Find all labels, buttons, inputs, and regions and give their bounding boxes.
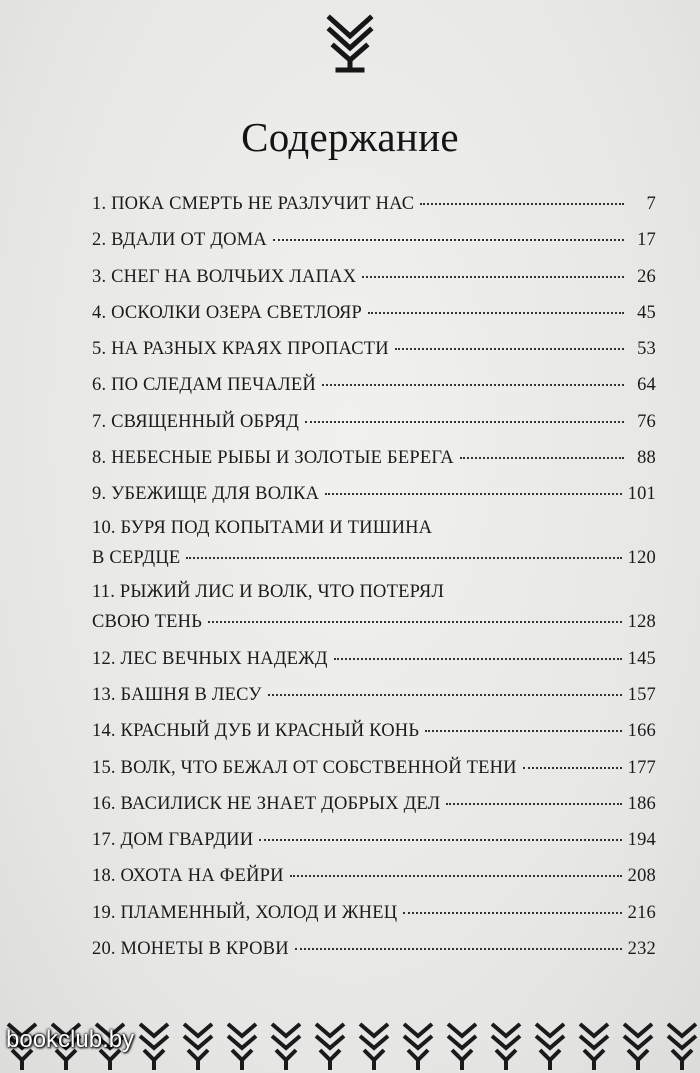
toc-entry-title: 20. МОНЕТЫ В КРОВИ — [92, 939, 289, 960]
toc-entry-title: 11. РЫЖИЙ ЛИС И ВОЛК, ЧТО ПОТЕРЯЛ — [92, 581, 445, 602]
toc-page-number: 186 — [627, 793, 656, 814]
table-of-contents — [92, 186, 656, 967]
toc-page-number: 177 — [627, 757, 656, 778]
toc-page-number: 64 — [637, 375, 656, 396]
toc-entry-title: СВОЮ ТЕНЬ — [92, 611, 203, 632]
dot-leader — [322, 384, 624, 386]
dot-leader — [460, 457, 624, 459]
dot-leader — [425, 730, 621, 732]
toc-entry-title: 10. БУРЯ ПОД КОПЫТАМИ И ТИШИНА — [92, 517, 433, 538]
toc-entry[interactable] — [92, 713, 656, 749]
dot-leader — [334, 658, 622, 660]
dot-leader — [290, 875, 622, 877]
dot-leader — [305, 421, 624, 423]
dot-leader — [273, 239, 624, 241]
dot-leader — [395, 348, 624, 350]
toc-entry[interactable] — [92, 822, 656, 858]
toc-entry[interactable] — [92, 931, 656, 967]
toc-entry[interactable] — [92, 186, 656, 222]
toc-entry-title: 19. ПЛАМЕННЫЙ, ХОЛОД И ЖНЕЦ — [92, 902, 398, 923]
toc-page-number: 216 — [627, 902, 656, 923]
toc-page-number: 7 — [646, 194, 656, 214]
dot-leader — [523, 767, 622, 769]
toc-page-number: 128 — [627, 611, 656, 632]
toc-entry[interactable] — [92, 641, 656, 677]
dot-leader — [295, 948, 622, 950]
ornament-icon — [324, 14, 376, 74]
dot-leader — [362, 276, 624, 278]
toc-entry[interactable] — [92, 295, 656, 331]
toc-entry[interactable] — [92, 513, 656, 577]
dot-leader — [208, 621, 622, 623]
toc-entry[interactable] — [92, 750, 656, 786]
toc-entry-title: 9. УБЕЖИЩЕ ДЛЯ ВОЛКА — [92, 484, 320, 505]
toc-entry[interactable] — [92, 367, 656, 403]
toc-entry-title: 6. ПО СЛЕДАМ ПЕЧАЛЕЙ — [92, 375, 316, 396]
dot-leader — [186, 557, 621, 559]
toc-entry[interactable] — [92, 331, 656, 367]
dot-leader — [403, 912, 621, 914]
toc-entry-title: В СЕРДЦЕ — [92, 547, 181, 568]
dot-leader — [325, 493, 621, 495]
toc-page-number: 45 — [637, 302, 656, 323]
toc-entry[interactable] — [92, 786, 656, 822]
toc-page-number: 26 — [637, 266, 656, 287]
toc-page-number: 166 — [627, 721, 656, 742]
toc-page-number: 145 — [627, 648, 656, 669]
toc-entry[interactable] — [92, 577, 656, 641]
toc-entry[interactable] — [92, 440, 656, 476]
toc-entry-title: 2. ВДАЛИ ОТ ДОМА — [92, 230, 267, 251]
toc-entry[interactable] — [92, 476, 656, 512]
dot-leader — [368, 312, 624, 314]
toc-entry-title: 17. ДОМ ГВАРДИИ — [92, 830, 254, 851]
toc-entry-title: 16. ВАСИЛИСК НЕ ЗНАЕТ ДОБРЫХ ДЕЛ — [92, 793, 441, 814]
toc-entry[interactable] — [92, 895, 656, 931]
toc-entry-title: 14. КРАСНЫЙ ДУБ И КРАСНЫЙ КОНЬ — [92, 721, 420, 742]
dot-leader — [446, 803, 621, 805]
toc-entry[interactable] — [92, 858, 656, 894]
toc-entry-title: 4. ОСКОЛКИ ОЗЕРА СВЕТЛОЯР — [92, 302, 363, 323]
toc-entry-title: 7. СВЯЩЕННЫЙ ОБРЯД — [92, 411, 300, 432]
toc-entry-title: 13. БАШНЯ В ЛЕСУ — [92, 684, 262, 705]
toc-entry-title: 5. НА РАЗНЫХ КРАЯХ ПРОПАСТИ — [92, 339, 389, 360]
page-title: Содержание — [241, 114, 459, 160]
toc-page-number: 120 — [627, 547, 656, 568]
toc-entry[interactable] — [92, 404, 656, 440]
toc-entry-title: 12. ЛЕС ВЕЧНЫХ НАДЕЖД — [92, 648, 328, 669]
toc-entry-title: 15. ВОЛК, ЧТО БЕЖАЛ ОТ СОБСТВЕННОЙ ТЕНИ — [92, 757, 517, 778]
toc-page-number: 88 — [637, 448, 656, 469]
watermark-text: bookclub.by — [6, 1026, 135, 1053]
toc-page-number: 17 — [637, 230, 656, 251]
dot-leader — [268, 694, 622, 696]
dot-leader — [420, 203, 624, 205]
toc-page-number: 232 — [627, 939, 656, 960]
toc-page-number: 76 — [637, 411, 656, 432]
toc-entry[interactable] — [92, 222, 656, 258]
toc-page-number: 101 — [627, 484, 656, 505]
toc-entry-title: 3. СНЕГ НА ВОЛЧЬИХ ЛАПАХ — [92, 266, 357, 287]
toc-page-number: 157 — [627, 684, 656, 705]
toc-entry[interactable] — [92, 259, 656, 295]
toc-entry-title: 1. ПОКА СМЕРТЬ НЕ РАЗЛУЧИТ НАС — [92, 194, 415, 214]
dot-leader — [259, 839, 621, 841]
toc-page-number: 194 — [627, 830, 656, 851]
toc-entry-title: 8. НЕБЕСНЫЕ РЫБЫ И ЗОЛОТЫЕ БЕРЕГА — [92, 448, 454, 469]
toc-page-number: 53 — [637, 339, 656, 360]
toc-page-number: 208 — [627, 866, 656, 887]
toc-entry-title: 18. ОХОТА НА ФЕЙРИ — [92, 866, 284, 887]
toc-entry[interactable] — [92, 677, 656, 713]
